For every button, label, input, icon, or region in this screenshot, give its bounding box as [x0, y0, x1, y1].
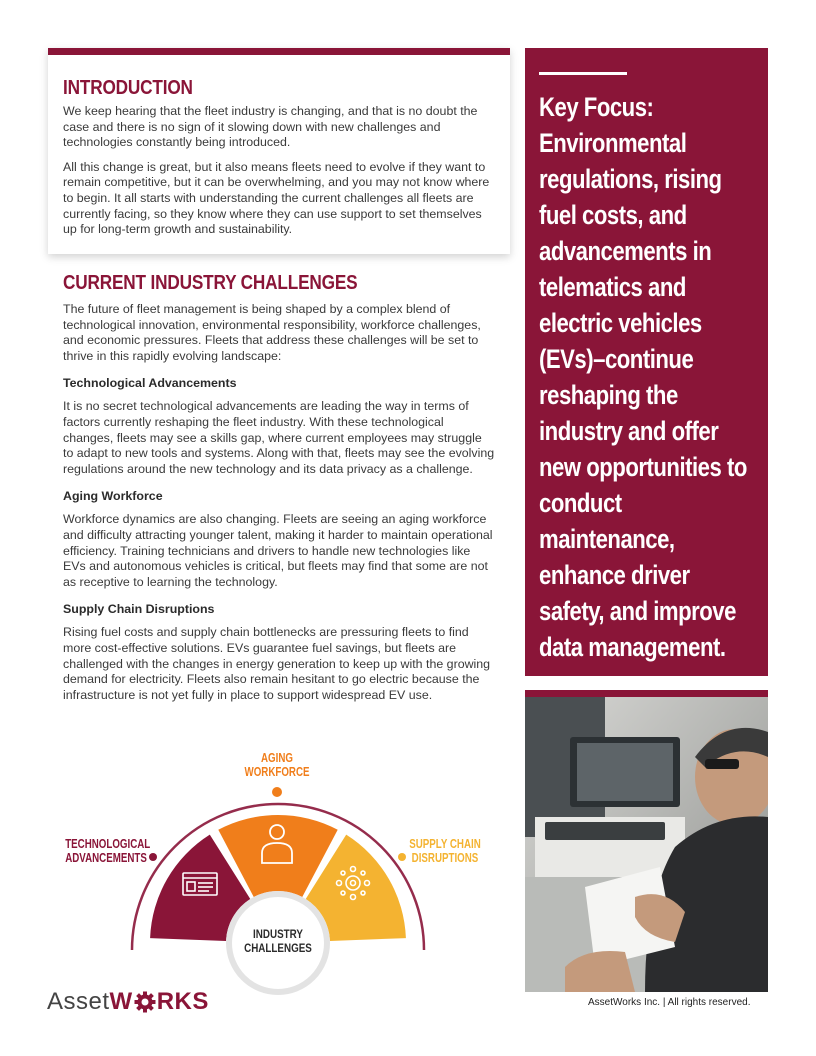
label-supply-chain: SUPPLY CHAIN DISRUPTIONS: [409, 837, 481, 865]
center-label-1: INDUSTRY: [253, 928, 303, 942]
challenges-intro: The future of fleet management is being shaped by a complex blend of technological innovation, environmental responsibility, workforce challenges, and economic pressures. Fleets that address these challenges will be set to thrive in this rapidly evolving landscape:: [63, 302, 481, 363]
photo-illustration: [525, 697, 768, 992]
industry-challenges-diagram: [60, 745, 500, 995]
diagram-graphic: [60, 745, 500, 995]
supply-chain-body: Rising fuel costs and supply chain bottlenecks are pressuring fleets to find more cost-effective solutions. EVs guarantee fuel savings, but fleets are challenged with the changes in energy generation to keep up with the growing demand for electricity. Fleets also remain hesitant to go electric because the infrastructure is not yet fully in place to support widespread EV use.: [63, 625, 491, 702]
key-focus-rule: [539, 72, 627, 75]
arc-dot-right: [398, 853, 406, 861]
tech-advancements-body: It is no secret technological advancements are leading the way in terms of factors currently reshaping the fleet industry. With these technological changes, fleets may see a skills gap, where current employees may struggle to adapt to new tools and systems. Along with that, fleets may see the evolving regulations around the new technology and its data privacy as a challenge.: [63, 399, 495, 476]
technician-photo: [525, 690, 768, 992]
introduction-paragraph-1: We keep hearing that the fleet industry is changing, and that is no doubt the case and there is no sign of it slowing down with new challenges and technologies constantly being introduced.: [63, 104, 478, 150]
key-focus-box: [525, 48, 768, 676]
copyright-note: AssetWorks Inc. | All rights reserved.: [588, 997, 751, 1008]
label-workforce: AGING WORKFORCE: [244, 751, 310, 779]
logo-works-text: W RKS: [109, 988, 209, 1015]
arc-dot-left: [149, 853, 157, 861]
key-focus-text: Key Focus: Environmental regulations, rising fuel costs, and advancements in telematics and electric vehicles (EVs)–continue reshaping the industry and offer new opportunities to conduct maintenance, enhance driver safety, and improve data management.: [539, 92, 747, 662]
introduction-paragraph-2: All this change is great, but it also means fleets need to evolve if they want to remain competitive, but it can be overwhelming, and you may not know where to begin. It all starts with understanding the current challenges all fleets are currently facing, so they know where they can use support to set themselves up for long-term growth and sustainability.: [63, 159, 490, 237]
challenges-section: [63, 272, 495, 703]
assetworks-logo: [47, 988, 209, 1016]
introduction-heading: INTRODUCTION: [63, 77, 193, 99]
aging-workforce-body: Workforce dynamics are also changing. Fleets are seeing an aging workforce and difficulty attracting younger talent, making it harder to maintain operational efficiency. Training technicians and drivers to handle new technologies like EVs and autonomous vehicles is critical, but fleets may find that some are not as receptive to learning the technology.: [63, 512, 493, 589]
tech-advancements-title: Technological Advancements: [63, 376, 237, 391]
logo-asset-text: Asset: [47, 988, 110, 1015]
logo-gear-icon: [134, 991, 156, 1013]
glasses-shape: [705, 759, 739, 769]
center-label-2: CHALLENGES: [244, 942, 312, 956]
label-technological: TECHNOLOGICAL ADVANCEMENTS: [65, 837, 151, 865]
challenges-heading: CURRENT INDUSTRY CHALLENGES: [63, 272, 358, 294]
arc-dot-top: [272, 787, 282, 797]
keyboard-shape: [545, 822, 665, 840]
supply-chain-title: Supply Chain Disruptions: [63, 602, 215, 617]
introduction-card: [48, 48, 510, 254]
aging-workforce-title: Aging Workforce: [63, 489, 163, 504]
